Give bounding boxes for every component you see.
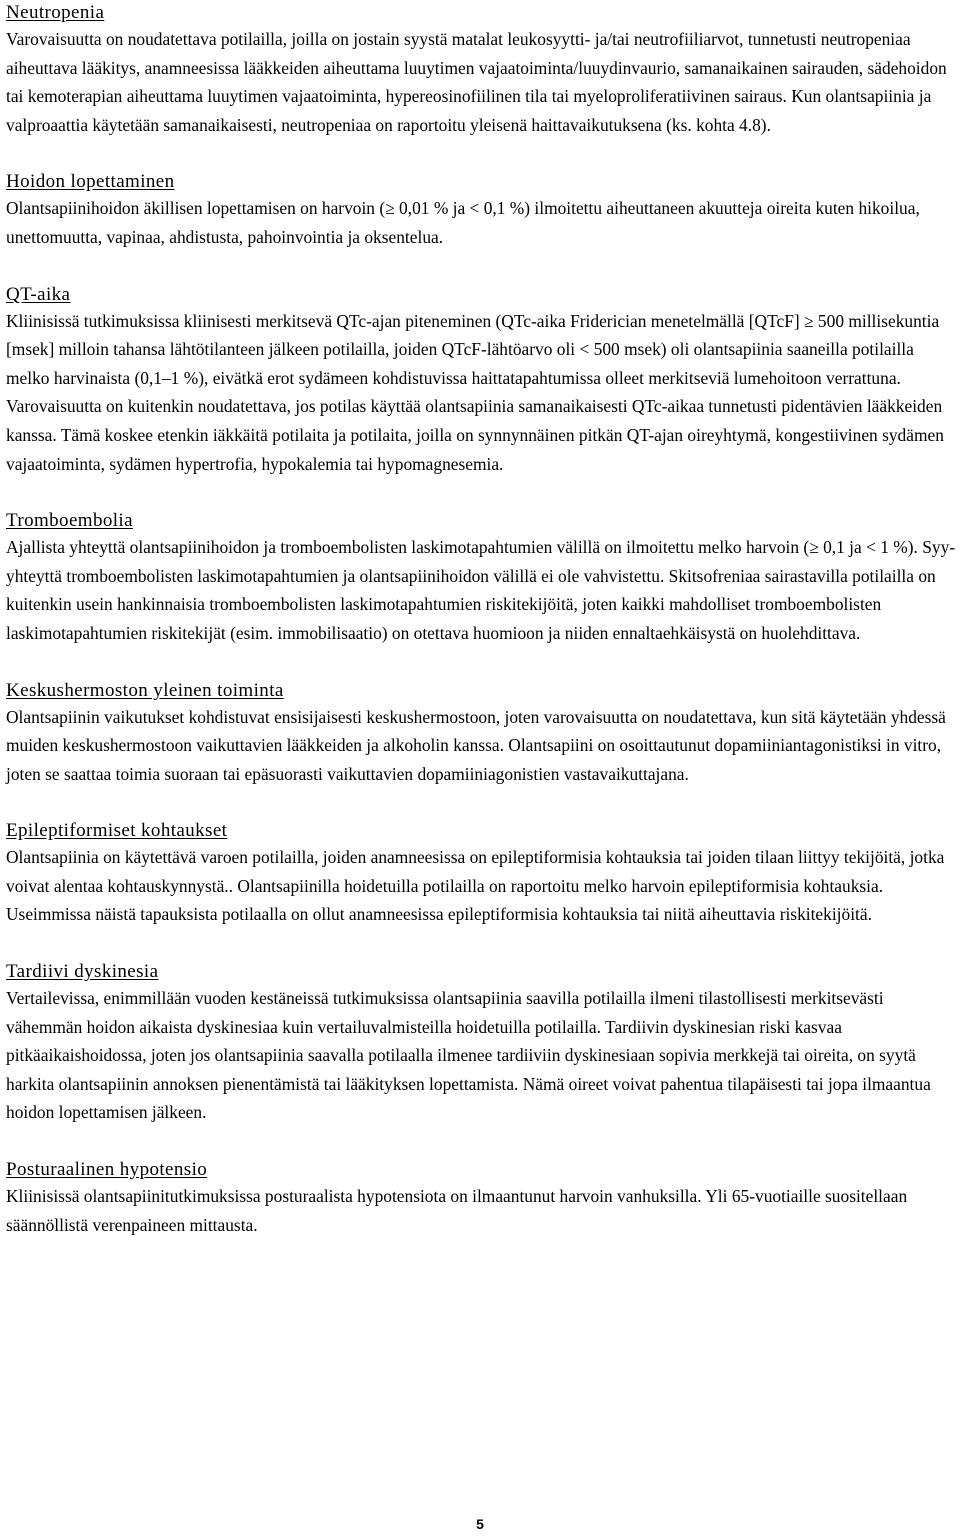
section-heading: Epileptiformiset kohtaukset	[6, 820, 228, 842]
section-heading: Neutropenia	[6, 2, 105, 23]
section-tromboembolia	[6, 508, 956, 647]
section-body: Kliinisissä tutkimuksissa kliinisesti merkitsevä QTc-ajan piteneminen (QTc-aika Friderician menetelmällä [QTcF] ≥ 500 millisekuntia [msek] milloin tahansa lähtötilanteen jälkeen potilailla, joiden QTcF-lähtöarvo oli < 500 msek) oli olantsapiinia saaneilla potilailla melko harvinaista (0,1–1 %), eivätkä erot sydämeen kohdistuvissa haittatapahtumissa olleet merkitseviä lumehoitoon verrattuna. Varovaisuutta on kuitenkin noudatettava, jos potilas käyttää olantsapiinia samanaikaisesti QTc-aikaa tunnetusti pidentävien lääkkeiden kanssa. Tämä koskee etenkin iäkkäitä potilaita ja potilaita, joilla on synnynnäinen pitkän QT-ajan oireyhtymä, kongestiivinen sydämen vajaatoiminta, sydämen hypertrofia, hypokalemia tai hypomagnesemia.	[6, 310, 944, 474]
section-posturaalinen-hypotensio	[6, 1157, 956, 1239]
section-heading: Hoidon lopettaminen	[6, 171, 175, 193]
section-neutropenia	[6, 0, 956, 139]
section-body: Varovaisuutta on noudatettava potilailla, joilla on jostain syystä matalat leukosyytti- ja/tai neutrofiiliarvot, tunnetusti neutropeniaa aiheuttava lääkitys, anamneesissa lääkkeiden aiheuttama luuytimen vajaatoiminta/luuydinvaurio, samanaikainen sairauden, sädehoidon tai kemoterapian aiheuttama luuytimen vajaatoiminta, hypereosinofiilinen tila tai myeloproliferatiivinen sairaus. Kun olantsapiinia ja valproaattia käytetään samanaikaisesti, neutropeniaa on raportoitu yleisenä haittavaikutuksena (ks. kohta 4.8).	[6, 29, 947, 135]
section-body: Ajallista yhteyttä olantsapiinihoidon ja tromboembolisten laskimotapahtumien välillä on ilmoitettu melko harvoin (≥ 0,1 ja < 1 %). Syy-yhteyttä tromboembolisten laskimotapahtumien ja olantsapiinihoidon välillä ei ole vahvistettu. Skitsofreniaa sairastavilla potilailla on kuitenkin usein hankinnaisia tromboembolisten laskimotapahtumien riskitekijöitä, joten kaikki mahdolliset tromboembolisten laskimotapahtumien riskitekijät (esim. immobilisaatio) on otettava huomioon ja niiden ennaltaehkäisystä on huolehdittava.	[6, 537, 956, 643]
page-number: 5	[476, 1516, 484, 1532]
section-body: Olantsapiinihoidon äkillisen lopettamisen on harvoin (≥ 0,01 % ja < 0,1 %) ilmoitettu aiheuttaneen akuutteja oireita kuten hikoilua, unettomuutta, vapinaa, ahdistusta, pahoinvointia ja oksentelua.	[6, 198, 920, 247]
document-page	[6, 0, 956, 1239]
section-heading: Tardiivi dyskinesia	[6, 961, 159, 983]
section-tardiivi-dyskinesia	[6, 959, 956, 1127]
section-epileptiformiset	[6, 818, 956, 929]
section-heading: Posturaalinen hypotensio	[6, 1159, 208, 1181]
section-keskushermosto	[6, 678, 956, 789]
section-heading: QT-aika	[6, 283, 71, 305]
section-body: Olantsapiinin vaikutukset kohdistuvat ensisijaisesti keskushermostoon, joten varovaisuutta on noudatettava, kun sitä käytetään yhdessä muiden keskushermostoon vaikuttavien lääkkeiden ja alkoholin kanssa. Olantsapiini on osoittautunut dopamiiniantagonistiksi in vitro, joten se saattaa toimia suoraan tai epäsuorasti vaikuttavien dopamiiniagonistien vastavaikuttajana.	[6, 706, 946, 784]
section-heading: Keskushermoston yleinen toiminta	[6, 679, 284, 701]
section-body: Olantsapiinia on käytettävä varoen potilailla, joiden anamneesissa on epileptiformisia kohtauksia tai joiden tilaan liittyy tekijöitä, jotka voivat alentaa kohtauskynnystä.. Olantsapiinilla hoidetuilla potilailla on raportoitu melko harvoin epileptiformisia kohtauksia. Useimmissa näistä tapauksista potilaalla on ollut anamneesissa epileptiformisia kohtauksia tai niitä aiheuttavia riskitekijöitä.	[6, 847, 945, 925]
section-body: Kliinisissä olantsapiinitutkimuksissa posturaalista hypotensiota on ilmaantunut harvoin vanhuksilla. Yli 65-vuotiaille suositellaan säännöllistä verenpaineen mittausta.	[6, 1186, 908, 1235]
section-qt-aika	[6, 282, 956, 479]
section-body: Vertailevissa, enimmillään vuoden kestäneissä tutkimuksissa olantsapiinia saavilla potilailla ilmeni tilastollisesti merkitsevästi vähemmän hoidon aikaista dyskinesiaa kuin vertailuvalmisteilla hoidetuilla potilailla. Tardiivin dyskinesian riski kasvaa pitkäaikaishoidossa, joten jos olantsapiinia saavalla potilaalla ilmenee tardiiviin dyskinesiaan sopivia merkkejä tai oireita, on syytä harkita olantsapiinin annoksen pienentämistä tai lääkityksen lopettamista. Nämä oireet voivat pahentua tilapäisesti tai jopa ilmaantua hoidon lopettamisen jälkeen.	[6, 988, 931, 1123]
section-hoidon-lopettaminen	[6, 169, 956, 251]
section-heading: Tromboembolia	[6, 510, 133, 532]
